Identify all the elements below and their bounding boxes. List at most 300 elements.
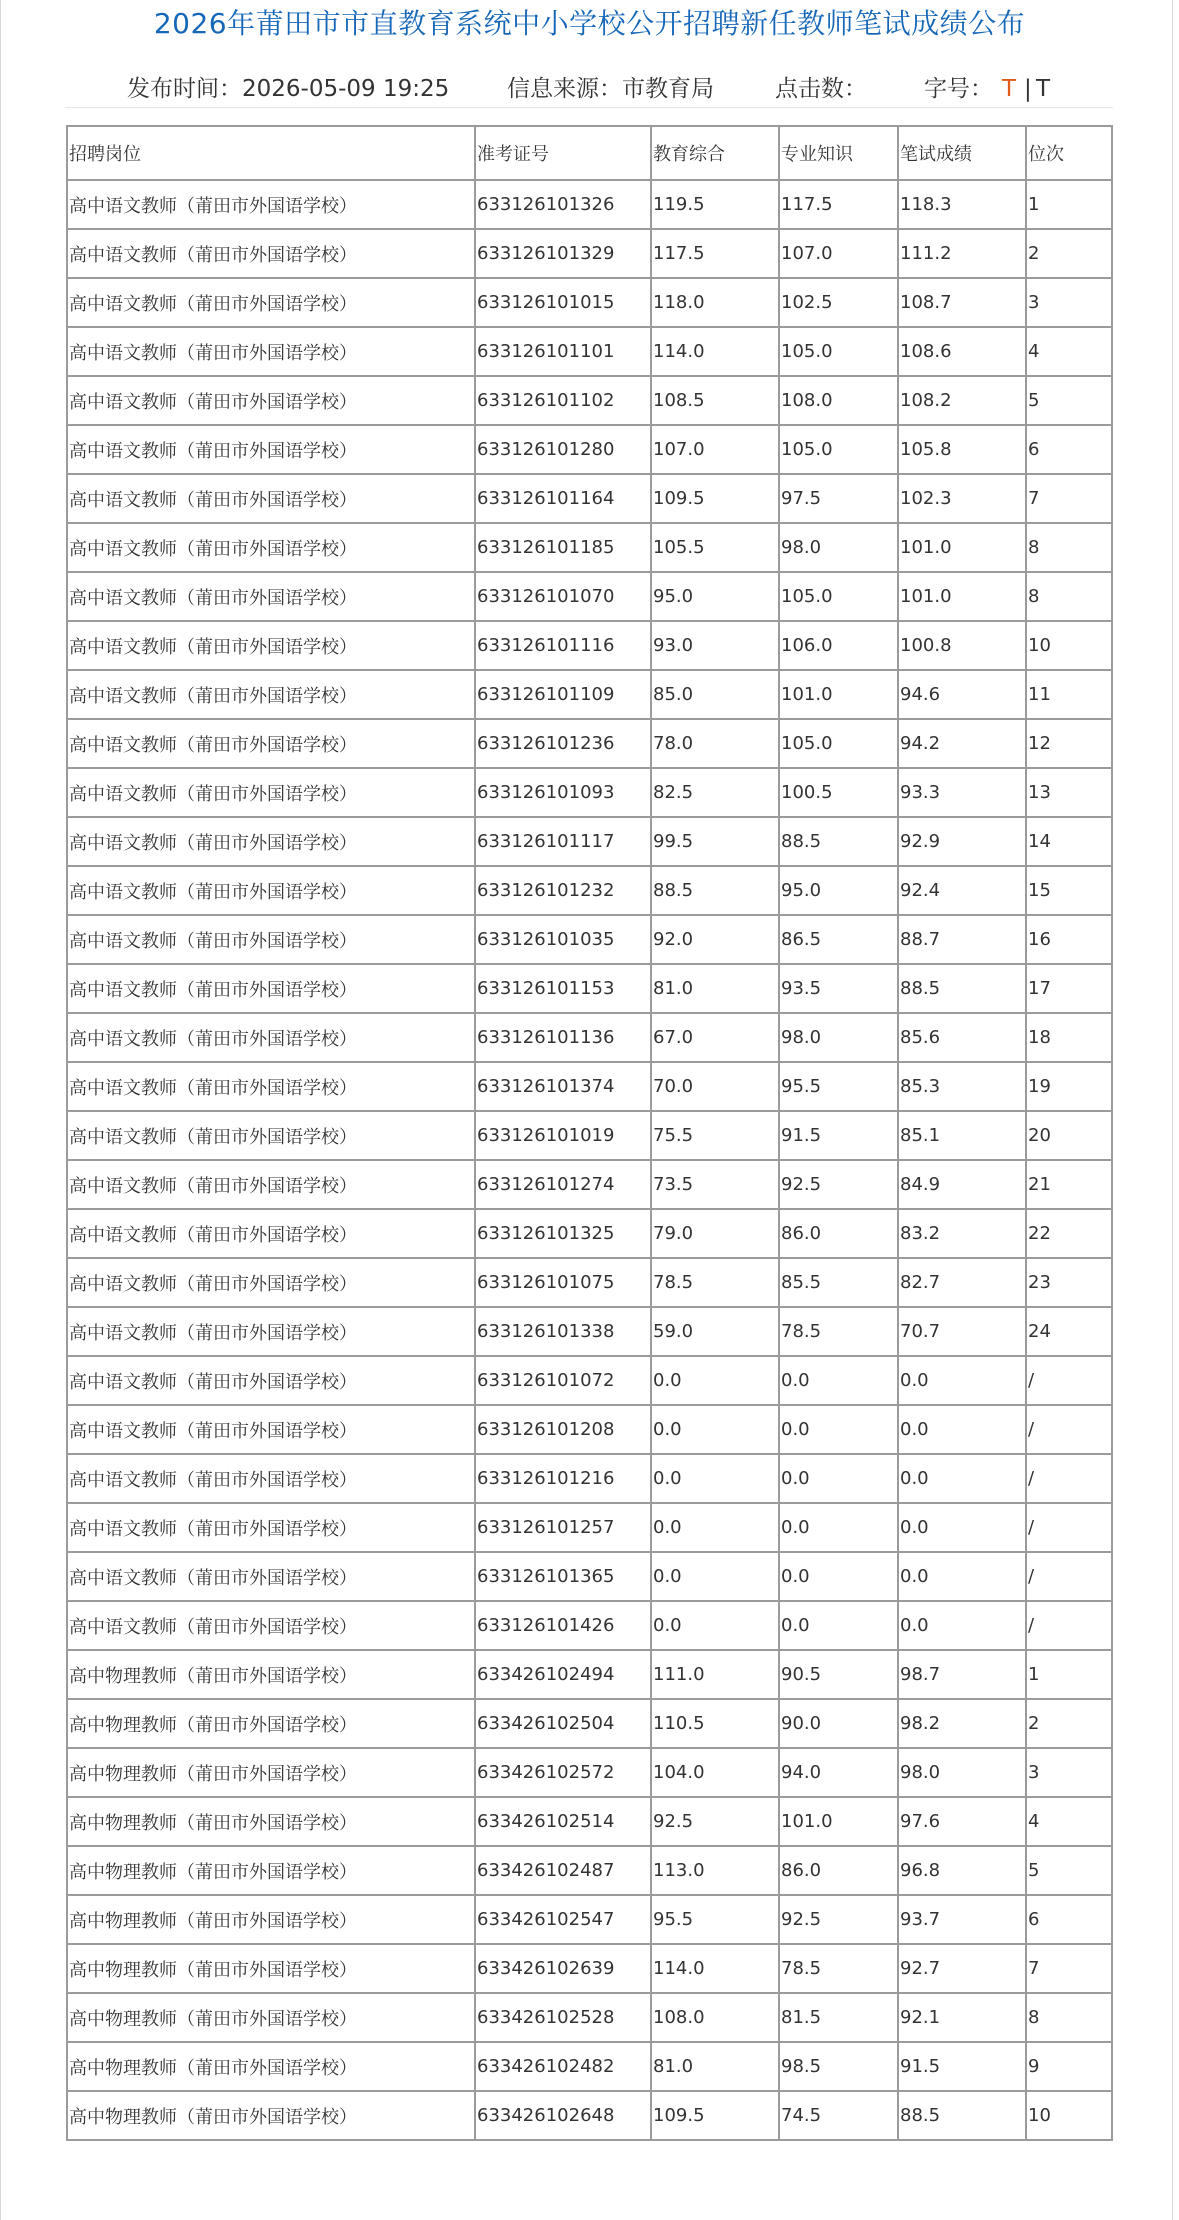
cell-education-score: 78.5 [651, 1258, 779, 1307]
cell-written-score: 85.3 [898, 1062, 1026, 1111]
cell-professional-score: 85.5 [779, 1258, 898, 1307]
meta-divider [65, 107, 1113, 108]
page-border-right [1172, 0, 1173, 2220]
cell-professional-score: 101.0 [779, 670, 898, 719]
cell-professional-score: 86.5 [779, 915, 898, 964]
cell-rank: 16 [1026, 915, 1112, 964]
cell-exam-number: 633126101153 [475, 964, 651, 1013]
cell-education-score: 119.5 [651, 180, 779, 229]
cell-professional-score: 0.0 [779, 1601, 898, 1650]
cell-education-score: 111.0 [651, 1650, 779, 1699]
cell-education-score: 81.0 [651, 964, 779, 1013]
cell-exam-number: 633426102494 [475, 1650, 651, 1699]
cell-position: 高中语文教师（莆田市外国语学校） [67, 621, 475, 670]
cell-rank: 17 [1026, 964, 1112, 1013]
cell-written-score: 97.6 [898, 1797, 1026, 1846]
cell-exam-number: 633126101326 [475, 180, 651, 229]
cell-exam-number: 633126101236 [475, 719, 651, 768]
cell-position: 高中语文教师（莆田市外国语学校） [67, 1111, 475, 1160]
cell-rank: 4 [1026, 1797, 1112, 1846]
cell-written-score: 101.0 [898, 523, 1026, 572]
cell-professional-score: 105.0 [779, 327, 898, 376]
table-row [67, 376, 1112, 425]
cell-professional-score: 100.5 [779, 768, 898, 817]
cell-written-score: 98.7 [898, 1650, 1026, 1699]
cell-education-score: 0.0 [651, 1454, 779, 1503]
cell-position: 高中语文教师（莆田市外国语学校） [67, 474, 475, 523]
table-row [67, 1699, 1112, 1748]
cell-position: 高中语文教师（莆田市外国语学校） [67, 425, 475, 474]
cell-rank: 18 [1026, 1013, 1112, 1062]
cell-exam-number: 633126101015 [475, 278, 651, 327]
cell-position: 高中语文教师（莆田市外国语学校） [67, 327, 475, 376]
cell-written-score: 85.1 [898, 1111, 1026, 1160]
cell-professional-score: 98.0 [779, 1013, 898, 1062]
cell-professional-score: 98.0 [779, 523, 898, 572]
cell-education-score: 108.5 [651, 376, 779, 425]
cell-professional-score: 88.5 [779, 817, 898, 866]
cell-exam-number: 633126101208 [475, 1405, 651, 1454]
header-professional-score: 专业知识 [779, 126, 898, 180]
cell-written-score: 118.3 [898, 180, 1026, 229]
cell-position: 高中语文教师（莆田市外国语学校） [67, 229, 475, 278]
table-row [67, 278, 1112, 327]
table-row [67, 572, 1112, 621]
cell-rank: 14 [1026, 817, 1112, 866]
cell-rank: 6 [1026, 1895, 1112, 1944]
table-row [67, 1405, 1112, 1454]
cell-written-score: 98.2 [898, 1699, 1026, 1748]
cell-written-score: 93.7 [898, 1895, 1026, 1944]
table-row [67, 621, 1112, 670]
table-row [67, 1797, 1112, 1846]
table-row [67, 768, 1112, 817]
cell-exam-number: 633126101070 [475, 572, 651, 621]
cell-education-score: 114.0 [651, 327, 779, 376]
cell-exam-number: 633426102487 [475, 1846, 651, 1895]
table-row [67, 1503, 1112, 1552]
cell-exam-number: 633426102514 [475, 1797, 651, 1846]
cell-rank: 15 [1026, 866, 1112, 915]
cell-position: 高中物理教师（莆田市外国语学校） [67, 1846, 475, 1895]
cell-rank: 12 [1026, 719, 1112, 768]
cell-education-score: 81.0 [651, 2042, 779, 2091]
cell-exam-number: 633126101072 [475, 1356, 651, 1405]
cell-written-score: 96.8 [898, 1846, 1026, 1895]
cell-position: 高中语文教师（莆田市外国语学校） [67, 1062, 475, 1111]
font-size-large-button[interactable]: T [1002, 76, 1017, 102]
cell-position: 高中语文教师（莆田市外国语学校） [67, 670, 475, 719]
cell-written-score: 91.5 [898, 2042, 1026, 2091]
cell-rank: 2 [1026, 1699, 1112, 1748]
cell-education-score: 75.5 [651, 1111, 779, 1160]
cell-written-score: 94.6 [898, 670, 1026, 719]
cell-professional-score: 90.0 [779, 1699, 898, 1748]
cell-position: 高中语文教师（莆田市外国语学校） [67, 1405, 475, 1454]
cell-professional-score: 101.0 [779, 1797, 898, 1846]
cell-exam-number: 633126101185 [475, 523, 651, 572]
cell-position: 高中语文教师（莆田市外国语学校） [67, 180, 475, 229]
table-row [67, 964, 1112, 1013]
cell-exam-number: 633126101325 [475, 1209, 651, 1258]
cell-professional-score: 117.5 [779, 180, 898, 229]
cell-written-score: 0.0 [898, 1503, 1026, 1552]
cell-position: 高中语文教师（莆田市外国语学校） [67, 1503, 475, 1552]
cell-position: 高中语文教师（莆田市外国语学校） [67, 817, 475, 866]
cell-position: 高中语文教师（莆田市外国语学校） [67, 278, 475, 327]
cell-education-score: 95.5 [651, 1895, 779, 1944]
cell-professional-score: 78.5 [779, 1944, 898, 1993]
cell-rank: / [1026, 1552, 1112, 1601]
cell-written-score: 98.0 [898, 1748, 1026, 1797]
cell-exam-number: 633126101116 [475, 621, 651, 670]
info-source: 信息来源：市教育局 [507, 76, 714, 102]
cell-position: 高中语文教师（莆田市外国语学校） [67, 1258, 475, 1307]
table-row [67, 1258, 1112, 1307]
header-position: 招聘岗位 [67, 126, 475, 180]
cell-position: 高中语文教师（莆田市外国语学校） [67, 964, 475, 1013]
cell-exam-number: 633426102528 [475, 1993, 651, 2042]
cell-professional-score: 86.0 [779, 1209, 898, 1258]
cell-education-score: 85.0 [651, 670, 779, 719]
cell-rank: 7 [1026, 1944, 1112, 1993]
cell-education-score: 0.0 [651, 1405, 779, 1454]
cell-written-score: 82.7 [898, 1258, 1026, 1307]
cell-exam-number: 633426102482 [475, 2042, 651, 2091]
cell-exam-number: 633126101101 [475, 327, 651, 376]
cell-rank: 5 [1026, 376, 1112, 425]
cell-education-score: 92.0 [651, 915, 779, 964]
cell-position: 高中语文教师（莆田市外国语学校） [67, 1356, 475, 1405]
table-row [67, 1552, 1112, 1601]
cell-professional-score: 0.0 [779, 1454, 898, 1503]
cell-education-score: 104.0 [651, 1748, 779, 1797]
header-exam-number: 准考证号 [475, 126, 651, 180]
publish-time: 发布时间：2026-05-09 19:25 [127, 76, 450, 102]
cell-professional-score: 0.0 [779, 1405, 898, 1454]
cell-exam-number: 633426102504 [475, 1699, 651, 1748]
cell-exam-number: 633126101019 [475, 1111, 651, 1160]
cell-education-score: 107.0 [651, 425, 779, 474]
header-rank: 位次 [1026, 126, 1112, 180]
cell-written-score: 0.0 [898, 1454, 1026, 1503]
score-table [66, 125, 1113, 2141]
page-border-left [0, 0, 1, 2220]
cell-rank: / [1026, 1405, 1112, 1454]
cell-written-score: 88.5 [898, 964, 1026, 1013]
cell-rank: 21 [1026, 1160, 1112, 1209]
cell-professional-score: 94.0 [779, 1748, 898, 1797]
table-row [67, 180, 1112, 229]
cell-rank: 2 [1026, 229, 1112, 278]
cell-professional-score: 97.5 [779, 474, 898, 523]
cell-professional-score: 105.0 [779, 425, 898, 474]
cell-position: 高中物理教师（莆田市外国语学校） [67, 2091, 475, 2140]
cell-education-score: 118.0 [651, 278, 779, 327]
cell-written-score: 93.3 [898, 768, 1026, 817]
table-row [67, 1454, 1112, 1503]
cell-exam-number: 633126101117 [475, 817, 651, 866]
cell-rank: 9 [1026, 2042, 1112, 2091]
cell-professional-score: 106.0 [779, 621, 898, 670]
cell-rank: 8 [1026, 572, 1112, 621]
cell-written-score: 0.0 [898, 1356, 1026, 1405]
cell-position: 高中语文教师（莆田市外国语学校） [67, 1552, 475, 1601]
table-row [67, 1062, 1112, 1111]
cell-rank: 3 [1026, 278, 1112, 327]
click-count: 点击数： [775, 76, 867, 102]
table-row [67, 817, 1112, 866]
cell-education-score: 109.5 [651, 474, 779, 523]
cell-exam-number: 633126101075 [475, 1258, 651, 1307]
table-row [67, 1356, 1112, 1405]
cell-rank: 8 [1026, 523, 1112, 572]
cell-professional-score: 90.5 [779, 1650, 898, 1699]
cell-rank: / [1026, 1356, 1112, 1405]
cell-written-score: 85.6 [898, 1013, 1026, 1062]
cell-professional-score: 91.5 [779, 1111, 898, 1160]
cell-professional-score: 78.5 [779, 1307, 898, 1356]
cell-written-score: 108.2 [898, 376, 1026, 425]
cell-rank: 8 [1026, 1993, 1112, 2042]
cell-position: 高中语文教师（莆田市外国语学校） [67, 866, 475, 915]
cell-rank: / [1026, 1454, 1112, 1503]
cell-position: 高中语文教师（莆田市外国语学校） [67, 1209, 475, 1258]
cell-written-score: 94.2 [898, 719, 1026, 768]
cell-position: 高中物理教师（莆田市外国语学校） [67, 1993, 475, 2042]
cell-professional-score: 105.0 [779, 719, 898, 768]
cell-exam-number: 633126101164 [475, 474, 651, 523]
cell-rank: / [1026, 1601, 1112, 1650]
table-row [67, 2091, 1112, 2140]
cell-professional-score: 86.0 [779, 1846, 898, 1895]
cell-position: 高中语文教师（莆田市外国语学校） [67, 1454, 475, 1503]
cell-written-score: 0.0 [898, 1552, 1026, 1601]
table-row [67, 1846, 1112, 1895]
cell-rank: / [1026, 1503, 1112, 1552]
cell-exam-number: 633126101329 [475, 229, 651, 278]
cell-education-score: 110.5 [651, 1699, 779, 1748]
cell-professional-score: 0.0 [779, 1503, 898, 1552]
cell-position: 高中物理教师（莆田市外国语学校） [67, 1650, 475, 1699]
cell-position: 高中语文教师（莆田市外国语学校） [67, 915, 475, 964]
cell-professional-score: 95.5 [779, 1062, 898, 1111]
cell-rank: 20 [1026, 1111, 1112, 1160]
cell-written-score: 0.0 [898, 1405, 1026, 1454]
cell-written-score: 92.1 [898, 1993, 1026, 2042]
cell-rank: 7 [1026, 474, 1112, 523]
cell-position: 高中语文教师（莆田市外国语学校） [67, 1307, 475, 1356]
cell-written-score: 108.7 [898, 278, 1026, 327]
table-row [67, 1944, 1112, 1993]
cell-position: 高中物理教师（莆田市外国语学校） [67, 1699, 475, 1748]
cell-rank: 19 [1026, 1062, 1112, 1111]
cell-rank: 10 [1026, 621, 1112, 670]
table-row [67, 719, 1112, 768]
cell-position: 高中物理教师（莆田市外国语学校） [67, 1797, 475, 1846]
cell-education-score: 79.0 [651, 1209, 779, 1258]
cell-professional-score: 95.0 [779, 866, 898, 915]
cell-rank: 22 [1026, 1209, 1112, 1258]
cell-professional-score: 92.5 [779, 1160, 898, 1209]
cell-exam-number: 633126101035 [475, 915, 651, 964]
header-written-score: 笔试成绩 [898, 126, 1026, 180]
cell-position: 高中语文教师（莆田市外国语学校） [67, 768, 475, 817]
cell-professional-score: 92.5 [779, 1895, 898, 1944]
cell-professional-score: 107.0 [779, 229, 898, 278]
cell-rank: 1 [1026, 180, 1112, 229]
table-row [67, 523, 1112, 572]
table-row [67, 1160, 1112, 1209]
cell-education-score: 59.0 [651, 1307, 779, 1356]
cell-position: 高中语文教师（莆田市外国语学校） [67, 1601, 475, 1650]
cell-written-score: 108.6 [898, 327, 1026, 376]
cell-position: 高中语文教师（莆田市外国语学校） [67, 376, 475, 425]
cell-education-score: 99.5 [651, 817, 779, 866]
cell-education-score: 105.5 [651, 523, 779, 572]
cell-professional-score: 98.5 [779, 2042, 898, 2091]
cell-education-score: 82.5 [651, 768, 779, 817]
cell-professional-score: 74.5 [779, 2091, 898, 2140]
cell-written-score: 111.2 [898, 229, 1026, 278]
cell-education-score: 78.0 [651, 719, 779, 768]
table-row [67, 229, 1112, 278]
cell-rank: 6 [1026, 425, 1112, 474]
header-education-score: 教育综合 [651, 126, 779, 180]
cell-position: 高中物理教师（莆田市外国语学校） [67, 1748, 475, 1797]
cell-education-score: 0.0 [651, 1601, 779, 1650]
cell-exam-number: 633426102572 [475, 1748, 651, 1797]
cell-written-score: 105.8 [898, 425, 1026, 474]
table-row [67, 866, 1112, 915]
cell-written-score: 92.7 [898, 1944, 1026, 1993]
cell-rank: 10 [1026, 2091, 1112, 2140]
cell-education-score: 95.0 [651, 572, 779, 621]
cell-position: 高中语文教师（莆田市外国语学校） [67, 1160, 475, 1209]
cell-education-score: 73.5 [651, 1160, 779, 1209]
cell-written-score: 92.4 [898, 866, 1026, 915]
cell-written-score: 102.3 [898, 474, 1026, 523]
cell-written-score: 101.0 [898, 572, 1026, 621]
cell-position: 高中物理教师（莆田市外国语学校） [67, 2042, 475, 2091]
cell-rank: 11 [1026, 670, 1112, 719]
cell-exam-number: 633126101093 [475, 768, 651, 817]
cell-exam-number: 633126101280 [475, 425, 651, 474]
cell-rank: 24 [1026, 1307, 1112, 1356]
table-row [67, 1601, 1112, 1650]
cell-written-score: 70.7 [898, 1307, 1026, 1356]
cell-exam-number: 633426102648 [475, 2091, 651, 2140]
cell-exam-number: 633126101136 [475, 1013, 651, 1062]
cell-education-score: 117.5 [651, 229, 779, 278]
cell-professional-score: 108.0 [779, 376, 898, 425]
cell-position: 高中语文教师（莆田市外国语学校） [67, 1013, 475, 1062]
cell-rank: 13 [1026, 768, 1112, 817]
cell-exam-number: 633426102547 [475, 1895, 651, 1944]
cell-education-score: 0.0 [651, 1552, 779, 1601]
cell-position: 高中语文教师（莆田市外国语学校） [67, 523, 475, 572]
table-row [67, 474, 1112, 523]
table-row [67, 1993, 1112, 2042]
cell-written-score: 92.9 [898, 817, 1026, 866]
cell-exam-number: 633126101338 [475, 1307, 651, 1356]
font-size-separator: | [1024, 76, 1032, 102]
cell-professional-score: 102.5 [779, 278, 898, 327]
cell-position: 高中物理教师（莆田市外国语学校） [67, 1944, 475, 1993]
cell-education-score: 92.5 [651, 1797, 779, 1846]
cell-position: 高中语文教师（莆田市外国语学校） [67, 572, 475, 621]
table-row [67, 1895, 1112, 1944]
cell-exam-number: 633126101257 [475, 1503, 651, 1552]
font-size-label: 字号： [924, 76, 993, 102]
cell-rank: 1 [1026, 1650, 1112, 1699]
cell-professional-score: 0.0 [779, 1552, 898, 1601]
cell-written-score: 88.5 [898, 2091, 1026, 2140]
table-row [67, 1013, 1112, 1062]
cell-position: 高中语文教师（莆田市外国语学校） [67, 719, 475, 768]
cell-position: 高中物理教师（莆田市外国语学校） [67, 1895, 475, 1944]
cell-exam-number: 633126101374 [475, 1062, 651, 1111]
cell-professional-score: 93.5 [779, 964, 898, 1013]
cell-professional-score: 0.0 [779, 1356, 898, 1405]
cell-professional-score: 81.5 [779, 1993, 898, 2042]
cell-exam-number: 633426102639 [475, 1944, 651, 1993]
cell-written-score: 88.7 [898, 915, 1026, 964]
table-header-row [67, 126, 1112, 180]
page-title: 2026年莆田市市直教育系统中小学校公开招聘新任教师笔试成绩公布 [153, 7, 1026, 40]
cell-rank: 5 [1026, 1846, 1112, 1895]
cell-exam-number: 633126101274 [475, 1160, 651, 1209]
cell-written-score: 84.9 [898, 1160, 1026, 1209]
table-row [67, 1111, 1112, 1160]
table-row [67, 1307, 1112, 1356]
cell-education-score: 113.0 [651, 1846, 779, 1895]
cell-education-score: 0.0 [651, 1503, 779, 1552]
table-row [67, 1209, 1112, 1258]
cell-written-score: 100.8 [898, 621, 1026, 670]
cell-professional-score: 105.0 [779, 572, 898, 621]
table-row [67, 327, 1112, 376]
cell-education-score: 108.0 [651, 1993, 779, 2042]
table-row [67, 1748, 1112, 1797]
table-row [67, 1650, 1112, 1699]
cell-exam-number: 633126101365 [475, 1552, 651, 1601]
cell-exam-number: 633126101426 [475, 1601, 651, 1650]
article-meta [0, 72, 1179, 106]
cell-education-score: 93.0 [651, 621, 779, 670]
cell-exam-number: 633126101216 [475, 1454, 651, 1503]
cell-rank: 23 [1026, 1258, 1112, 1307]
cell-exam-number: 633126101109 [475, 670, 651, 719]
cell-rank: 3 [1026, 1748, 1112, 1797]
cell-exam-number: 633126101232 [475, 866, 651, 915]
cell-rank: 4 [1026, 327, 1112, 376]
font-size-small-button[interactable]: T [1036, 76, 1051, 102]
cell-education-score: 109.5 [651, 2091, 779, 2140]
cell-written-score: 83.2 [898, 1209, 1026, 1258]
table-row [67, 2042, 1112, 2091]
table-row [67, 915, 1112, 964]
cell-education-score: 88.5 [651, 866, 779, 915]
cell-education-score: 0.0 [651, 1356, 779, 1405]
cell-written-score: 0.0 [898, 1601, 1026, 1650]
cell-education-score: 114.0 [651, 1944, 779, 1993]
cell-education-score: 70.0 [651, 1062, 779, 1111]
cell-exam-number: 633126101102 [475, 376, 651, 425]
cell-education-score: 67.0 [651, 1013, 779, 1062]
table-row [67, 670, 1112, 719]
table-row [67, 425, 1112, 474]
